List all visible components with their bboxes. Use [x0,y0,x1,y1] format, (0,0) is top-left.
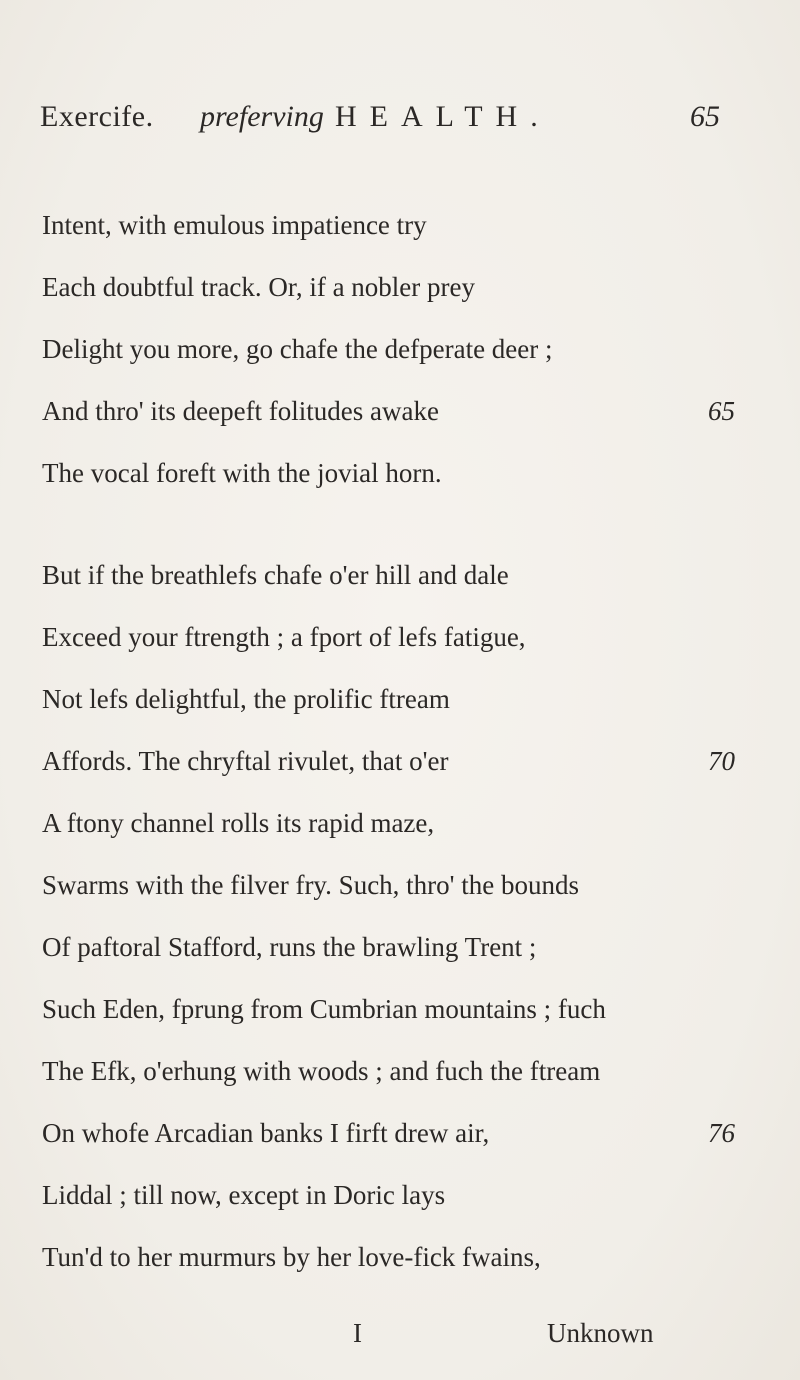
verse-line: But if the breathlefs chafe o'er hill and dale [42,560,509,590]
verse-line: Of paftoral Stafford, runs the brawling Trent ; [42,932,537,962]
verse-line: On whofe Arcadian banks I firft drew air, [42,1118,490,1148]
verse-line: Affords. The chryftal rivulet, that o'er [42,746,449,776]
verse-line: Tun'd to her murmurs by her love-fick fwains, [42,1242,541,1272]
header-italic-word: preferving [200,100,324,133]
running-header [40,100,760,150]
verse-line: Such Eden, fprung from Cumbrian mountains ; fuch [42,994,606,1024]
verse-line: Each doubtful track. Or, if a nobler prey [42,272,476,302]
verse-line: Not lefs delightful, the prolific ftream [42,684,450,714]
header-section-word: Exercife. [40,100,154,133]
verse-line: The vocal foreft with the jovial horn. [42,458,442,488]
verse-line: Delight you more, go chafe the defperate deer ; [42,334,553,364]
signature-mark: I [353,1318,362,1348]
verse-line: The Efk, o'erhung with woods ; and fuch the ftream [42,1056,601,1086]
verse-line: Liddal ; till now, except in Doric lays [42,1180,446,1210]
verse-line: Swarms with the filver fry. Such, thro' the bounds [42,870,580,900]
verse-line: A ftony channel rolls its rapid maze, [42,808,435,838]
line-number: 70 [708,746,735,776]
header-title: HEALTH. [335,100,551,133]
line-number: 76 [708,1118,735,1148]
line-number: 65 [708,396,735,426]
verse-line: Intent, with emulous impatience try [42,210,427,240]
verse-line: And thro' its deepeft folitudes awake [42,396,439,426]
verse-line: Exceed your ftrength ; a fport of lefs fatigue, [42,622,526,652]
catchword: Unknown [547,1318,654,1348]
page-number: 65 [690,100,720,133]
